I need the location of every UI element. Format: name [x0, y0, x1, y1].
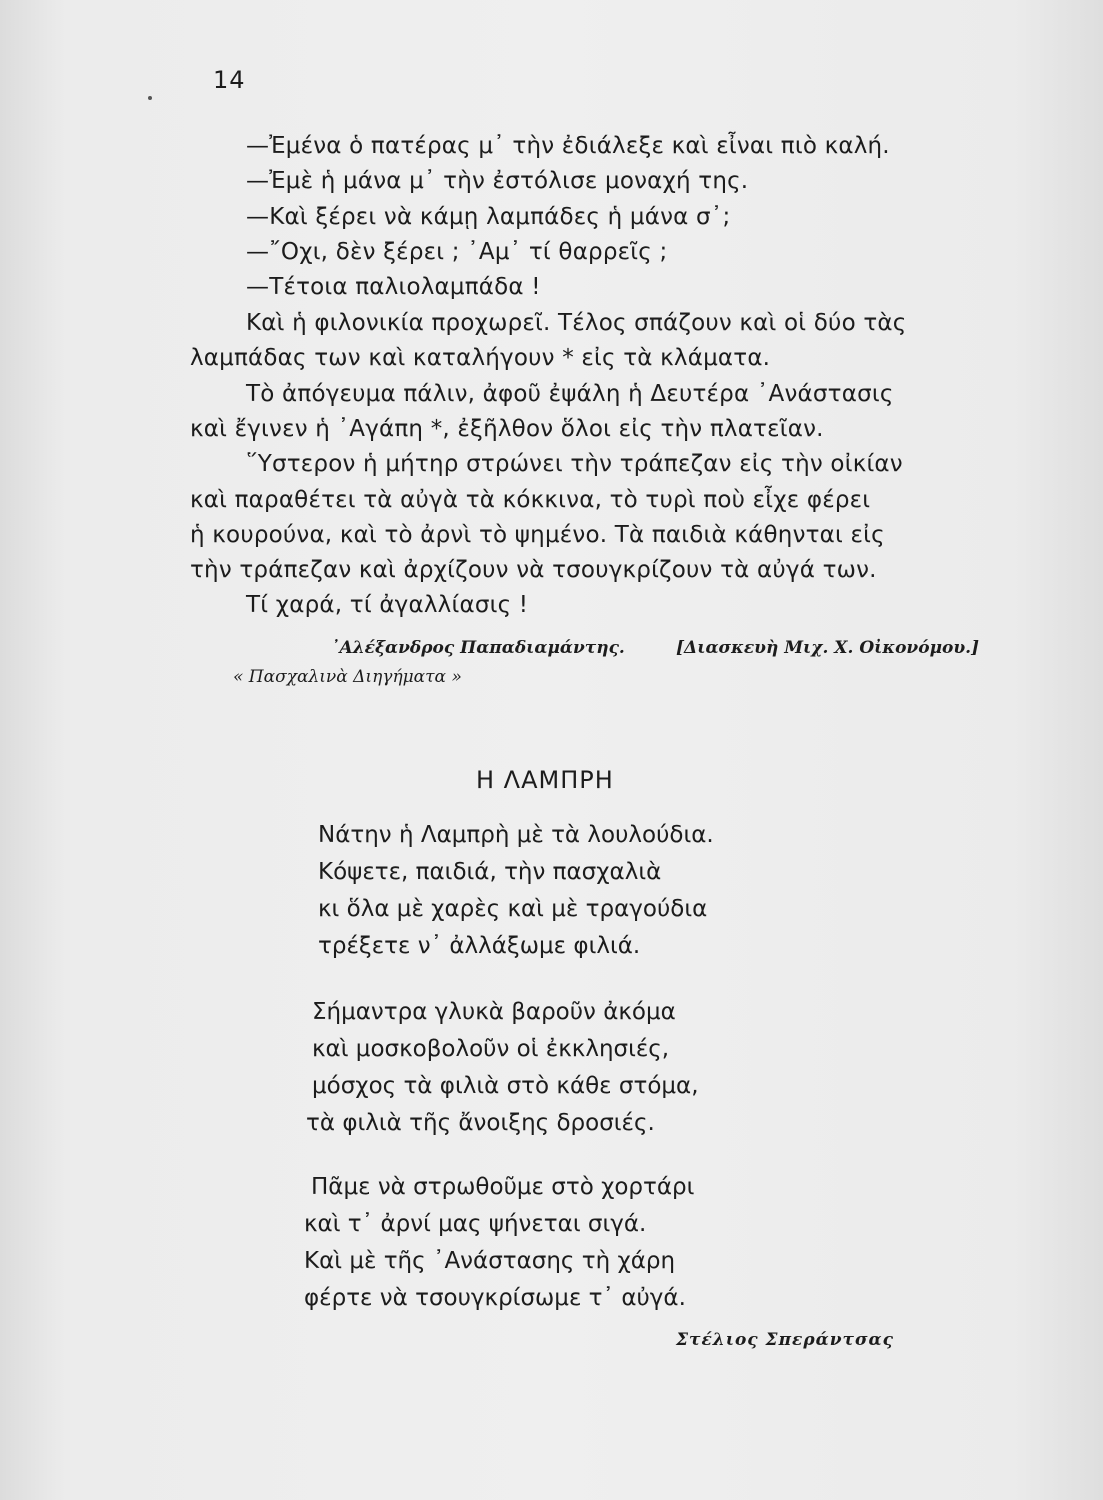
paragraph-line: Τὸ ἀπόγευμα πάλιν, ἀφοῦ ἐψάλη ἡ Δευτέρα ᾿Ανάστασις	[246, 381, 894, 407]
dialogue-line: —Ἐμὲ ἡ μάνα μ᾿ τὴν ἐστόλισε μοναχή της.	[246, 168, 749, 194]
dialogue-line: —῎Οχι, δὲν ξέρει ; ᾿Αμ᾿ τί θαρρεῖς ;	[246, 239, 668, 265]
poem-verse: Κόψετε, παιδιά, τὴν πασχαλιὰ	[318, 859, 662, 885]
paragraph-line: καὶ παραθέτει τὰ αὐγὰ τὰ κόκκινα, τὸ τυρὶ ποὺ εἶχε φέρει	[190, 487, 871, 513]
attribution-author: ᾿Αλέξανδρος Παπαδιαμάντης.	[331, 638, 625, 658]
paragraph-line: ἡ κουρούνα, καὶ τὸ ἀρνὶ τὸ ψημένο. Τὰ παιδιὰ κάθηνται εἰς	[190, 522, 885, 548]
poem-verse: καὶ μοσκοβολοῦν οἱ ἐκκλησιές,	[312, 1036, 670, 1062]
poem-verse: Πᾶμε νὰ στρωθοῦμε στὸ χορτάρι	[311, 1174, 695, 1200]
attribution-adaptation: [Διασκευὴ Μιχ. Χ. Οἰκονόμου.]	[676, 638, 980, 658]
poem-verse: Καὶ μὲ τῆς ᾿Ανάστασης τὴ χάρη	[304, 1248, 676, 1274]
dialogue-line: —Καὶ ξέρει νὰ κάμῃ λαμπάδες ἡ μάνα σ᾿;	[246, 204, 731, 230]
poem-verse: Σήμαντρα γλυκὰ βαροῦν ἀκόμα	[312, 999, 676, 1025]
paragraph-line: Καὶ ἡ φιλονικία προχωρεῖ. Τέλος σπάζουν καὶ οἱ δύο τὰς	[246, 310, 907, 336]
dialogue-line: —Τέτοια παλιολαμπάδα !	[246, 274, 541, 300]
poem-verse: Νάτην ἡ Λαμπρὴ μὲ τὰ λουλούδια.	[318, 822, 714, 848]
paragraph-line: Τί χαρά, τί ἀγαλλίασις !	[246, 592, 529, 618]
poem-verse: μόσχος τὰ φιλιὰ στὸ κάθε στόμα,	[312, 1073, 699, 1099]
poem-verse: τὰ φιλιὰ τῆς ἄνοιξης δροσιές.	[306, 1110, 655, 1136]
poem-verse: τρέξετε ν᾿ ἀλλάξωμε φιλιά.	[318, 933, 641, 959]
poem-verse: φέρτε νὰ τσουγκρίσωμε τ᾿ αὐγά.	[304, 1285, 686, 1311]
paragraph-line: τὴν τράπεζαν καὶ ἀρχίζουν νὰ τσουγκρίζουν τὰ αὐγά των.	[190, 557, 877, 583]
poem-verse: κι ὅλα μὲ χαρὲς καὶ μὲ τραγούδια	[318, 896, 708, 922]
poem-title: Η ΛΑΜΠΡΗ	[476, 766, 614, 794]
paragraph-line: ῞Υστερον ἡ μήτηρ στρώνει τὴν τράπεζαν εἰς τὴν οἰκίαν	[246, 451, 903, 477]
paragraph-line: καὶ ἔγινεν ἡ ᾿Αγάπη *, ἐξῆλθον ὅλοι εἰς τὴν πλατεῖαν.	[190, 416, 824, 442]
attribution-source: « Πασχαλινὰ Διηγήματα »	[233, 667, 462, 687]
page-number: 14	[213, 66, 246, 94]
page-dot-mark	[148, 96, 152, 100]
poem-author-signature: Στέλιος Σπεράντσας	[676, 1330, 894, 1350]
paragraph-line: λαμπάδας των καὶ καταλήγουν * εἰς τὰ κλάματα.	[190, 345, 771, 371]
dialogue-line: —Ἐμένα ὁ πατέρας μ᾿ τὴν ἐδιάλεξε καὶ εἶναι πιὸ καλή.	[246, 133, 890, 159]
poem-verse: καὶ τ᾿ ἀρνί μας ψήνεται σιγά.	[304, 1211, 647, 1237]
